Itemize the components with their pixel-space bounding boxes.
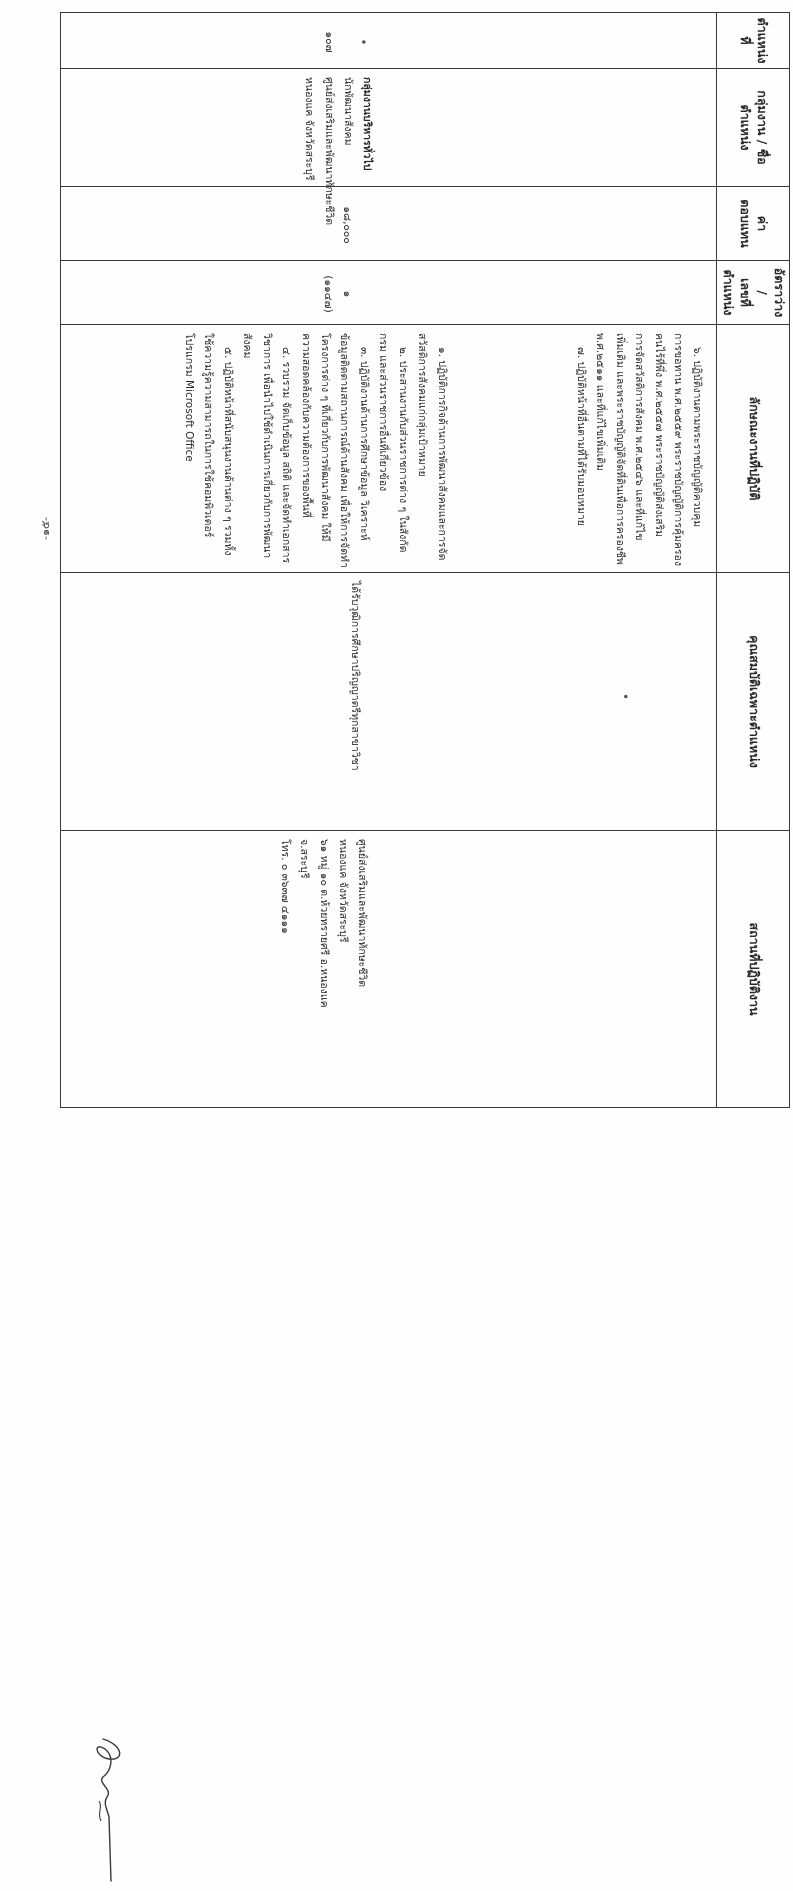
text-line: ๓. ปฏิบัติงานด้านการศึกษาข้อมูล วิเคราะห์ xyxy=(357,347,370,541)
rotated-table-area xyxy=(60,12,790,1108)
text-line: ๗. ปฏิบัติหน้าที่อื่นตามที่ได้รับมอบหมาย xyxy=(574,347,587,526)
workplace-lines xyxy=(274,839,371,1102)
header-rate-no: อัตราว่าง / เลขที่ ตำแหน่ง xyxy=(717,261,790,325)
text-line: ความสอดคล้องกับความต้องการของพื้นที่ xyxy=(299,333,312,518)
text-line: สวัสดิการสังคมแก่กลุ่มเป้าหมาย xyxy=(416,333,429,477)
text-line: โครงการต่าง ๆ ที่เกี่ยวกับการพัฒนาสังคม ให้มี xyxy=(319,333,332,542)
cell-salary xyxy=(61,187,718,261)
signature-image xyxy=(87,1731,133,1891)
salary-value: ๑๘,๐๐๐ xyxy=(341,206,354,244)
header-position-no: ตำแหน่ง ที่ xyxy=(717,13,790,69)
header-salary: ค่า ตอบแทน xyxy=(717,187,790,261)
text-line: คนไร้ที่พึ่ง พ.ศ.๒๕๕๗ พระราชบัญญัติส่งเสริม xyxy=(652,333,665,538)
header-duties: ลักษณะงานที่ปฏิบัติ xyxy=(717,325,790,573)
text-line: ๒. ประสานงานกับส่วนราชการต่าง ๆ ในสังกัด xyxy=(396,347,409,553)
cell-workplace xyxy=(61,831,718,1108)
text-line: การขอทาน พ.ศ.๒๕๕๙ พระราชบัญญัติการคุ้มครอง xyxy=(672,333,685,566)
cell-duties xyxy=(61,325,718,573)
text-line: เพิ่มเติม และพระราชบัญญัติจัดที่ดินเพื่อการครองชีพ xyxy=(613,333,626,565)
text-line: ใช้ความรู้ความสามารถในการใช้คอมพิวเตอร์ xyxy=(202,333,215,538)
text-line: โทร. ๐ ๓๖๓๗ ๔๑๑๑ xyxy=(278,839,291,934)
text-line: ๔. รวบรวม จัดเก็บข้อมูล สถิติ และจัดทำเอกสาร xyxy=(280,347,293,564)
text-line: พ.ศ.๒๕๑๑ และที่แก้ไขเพิ่มเติม xyxy=(594,333,607,471)
page-number: -๑๕- xyxy=(39,516,52,540)
header-workplace: สถานที่ปฏิบัติงาน xyxy=(717,831,790,1108)
position-number: ๑๐๗ xyxy=(323,31,336,53)
position-title: นักพัฒนาสังคม xyxy=(342,77,355,146)
qualification-text: ได้รับวุฒิการศึกษาปริญญาตรีทุกสาขาวิชา xyxy=(349,581,362,771)
rate-count: ๑ xyxy=(341,290,354,298)
text-line: ข้อมูลติดตามสถานการณ์ด้านสังคม เพื่อให้การจัดทำ xyxy=(338,333,351,568)
duty-list xyxy=(179,333,451,567)
cell-rate-no xyxy=(61,261,718,325)
cell-qualifications: • ได้รับวุฒิการศึกษาปริญญาตรีทุกสาขาวิชา xyxy=(61,573,718,831)
text-line: โปรแกรม Microsoft Office xyxy=(183,333,196,462)
text-line: กรม และส่วนราชการอื่นที่เกี่ยวข้อง xyxy=(377,333,390,492)
text-line: ศูนย์ส่งเสริมและพัฒนาทักษะชีวิต xyxy=(322,77,335,226)
cell-position-no: • ๑๐๗ xyxy=(61,13,718,69)
rate-code: (๑๑๔๗) xyxy=(322,275,335,313)
text-line: สังคม xyxy=(241,333,254,359)
group-name: กลุ่มงานบริหารทั่วไป xyxy=(361,77,374,171)
text-line: การจัดสวัสดิการสังคม พ.ศ.๒๕๔๖ และที่แก้ไข xyxy=(633,333,646,541)
table-header-row xyxy=(717,13,790,1108)
continued-duties xyxy=(571,333,707,567)
text-line: หนองแค จังหวัดสระบุรี xyxy=(337,839,350,943)
text-line: ศูนย์ส่งเสริมและพัฒนาทักษะชีวิต xyxy=(356,839,369,988)
text-line: ๖๑ หมู่ ๑๐ ต.ห้วยทรายศรี อ.หนองแค xyxy=(317,839,330,1008)
header-group-position: กลุ่มงาน / ชื่อตำแหน่ง xyxy=(717,69,790,187)
table-row xyxy=(61,13,718,1108)
header-qualifications: คุณสมบัติเฉพาะตำแหน่ง xyxy=(717,573,790,831)
text-line: วิชาการ เพื่อนำไปใช้ดำเนินการเกี่ยวกับการพัฒนา xyxy=(260,333,273,559)
text-line: จ.สระบุรี xyxy=(298,839,311,879)
position-table xyxy=(60,12,790,1108)
text-line: ๕. ปฏิบัติหน้าที่สนับสนุนงานด้านต่าง ๆ รวมทั้ง xyxy=(221,347,234,556)
text-line: หนองแค จังหวัดสระบุรี xyxy=(303,77,316,181)
text-line: ๑. ปฏิบัติการกิจด้านการพัฒนาสังคมและการจัด xyxy=(435,347,448,561)
text-line: ๖. ปฏิบัติงานตามพระราชบัญญัติควบคุม xyxy=(691,347,704,528)
unit-lines xyxy=(299,77,338,226)
